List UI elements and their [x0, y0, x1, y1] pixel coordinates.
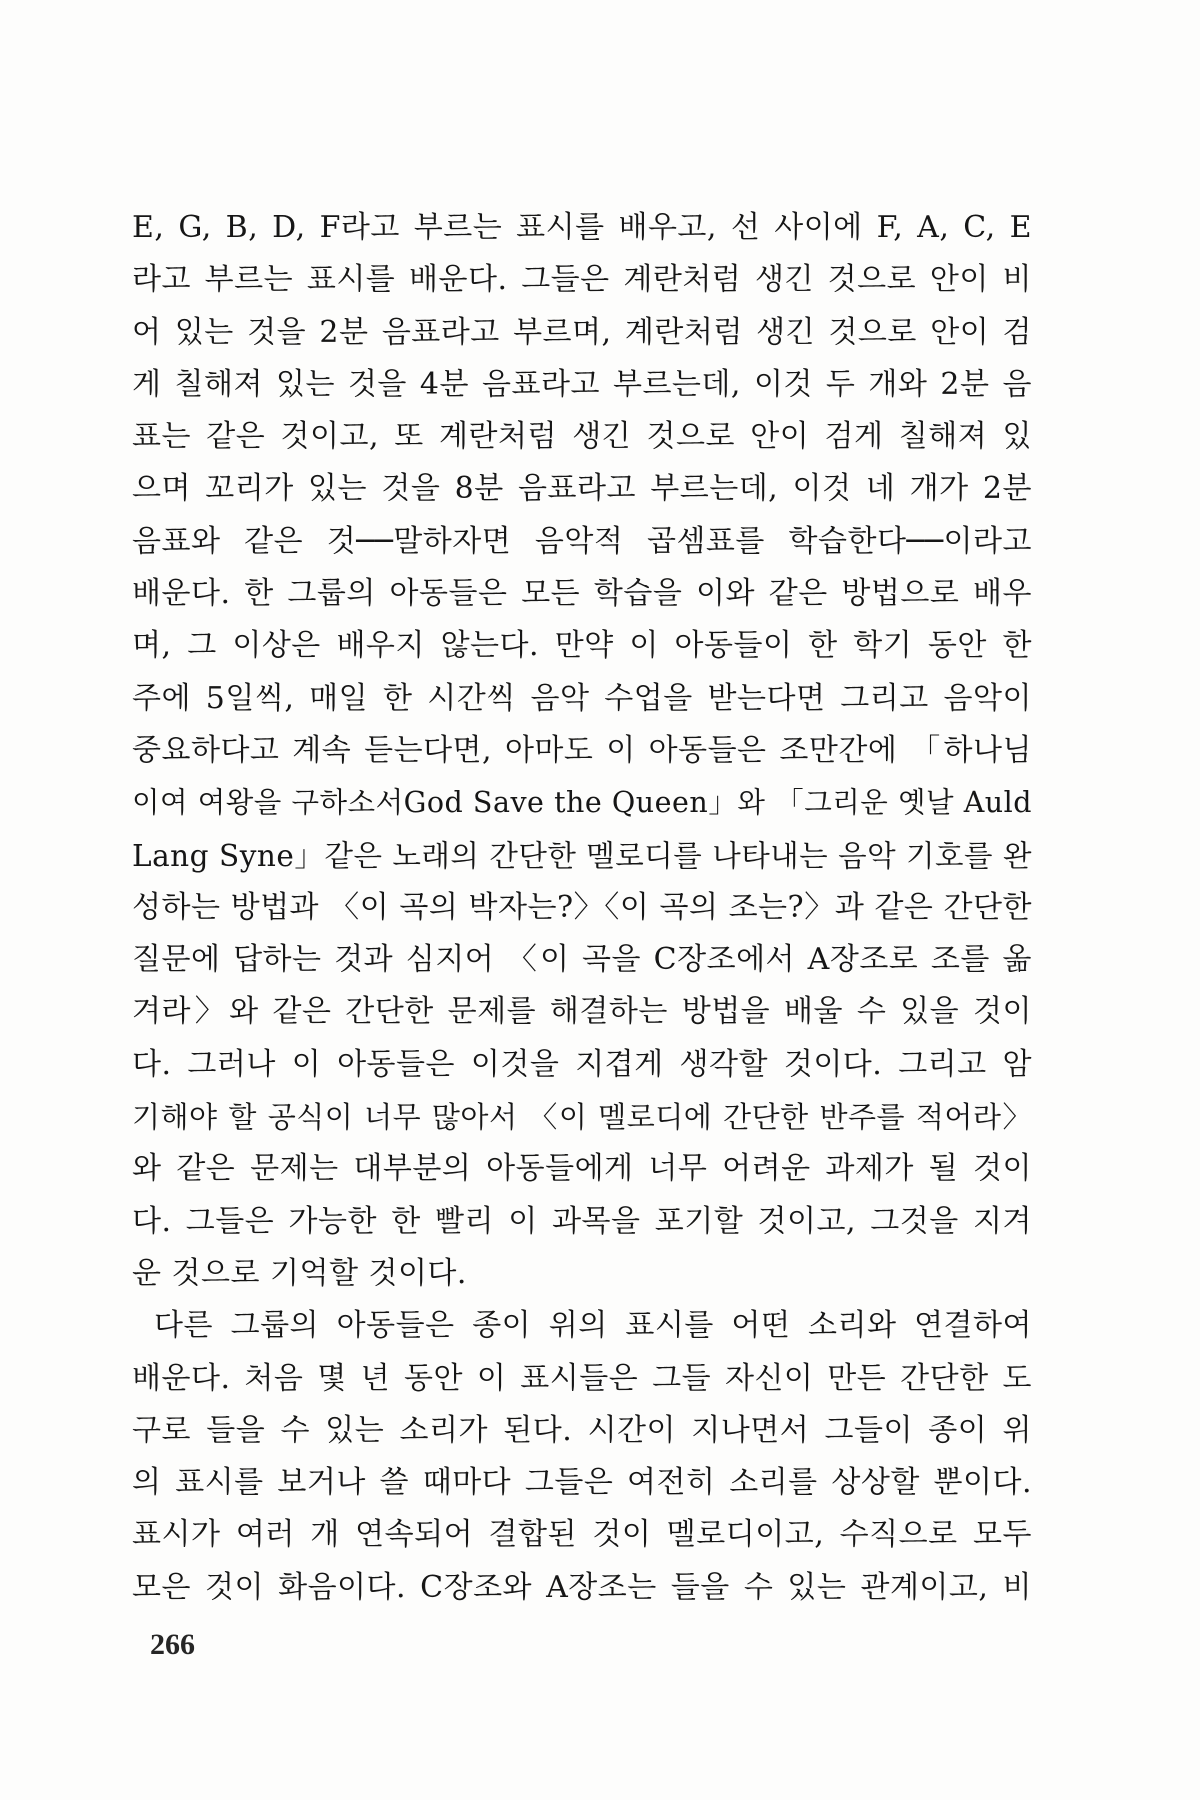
- text-line: 성하는 방법과 〈이 곡의 박자는?〉〈이 곡의 조는?〉과 같은 간단한: [132, 889, 1032, 925]
- page-number: 266: [150, 1628, 195, 1661]
- text-line: 으며 꼬리가 있는 것을 8분 음표라고 부르는데, 이것 네 개가 2분: [132, 471, 1032, 507]
- text-line: Lang Syne」같은 노래의 간단한 멜로디를 나타내는 음악 기호를 완: [132, 838, 1032, 873]
- text-line: 와 같은 문제는 대부분의 아동들에게 너무 어려운 과제가 될 것이: [132, 1151, 1032, 1187]
- paragraph-2: [132, 1300, 1032, 1614]
- text-line: 질문에 답하는 것과 심지어 〈이 곡을 C장조에서 A장조로 조를 옮: [132, 942, 1032, 978]
- text-line: 음표와 같은 것──말하자면 음악적 곱셈표를 학습한다──이라고: [132, 523, 1032, 559]
- text-line: 다. 그들은 가능한 한 빨리 이 과목을 포기할 것이고, 그것을 지겨: [132, 1203, 1032, 1239]
- text-line: 다. 그러나 이 아동들은 이것을 지겹게 생각할 것이다. 그리고 암: [132, 1046, 1032, 1082]
- text-line: 구로 들을 수 있는 소리가 된다. 시간이 지나면서 그들이 종이 위: [132, 1412, 1032, 1448]
- text-line: 주에 5일씩, 매일 한 시간씩 음악 수업을 받는다면 그리고 음악이: [132, 680, 1032, 716]
- text-line: 배운다. 한 그룹의 아동들은 모든 학습을 이와 같은 방법으로 배우: [132, 576, 1032, 612]
- text-line: 중요하다고 계속 듣는다면, 아마도 이 아동들은 조만간에 「하나님: [132, 732, 1032, 768]
- text-line: 겨라〉와 같은 간단한 문제를 해결하는 방법을 배울 수 있을 것이: [132, 994, 1032, 1030]
- text-line: 운 것으로 기억할 것이다.: [132, 1255, 467, 1291]
- text-line: E, G, B, D, F라고 부르는 표시를 배우고, 선 사이에 F, A, C, E: [132, 210, 1032, 245]
- body-text: [132, 202, 1032, 1614]
- text-line: 모은 것이 화음이다. C장조와 A장조는 들을 수 있는 관계이고, 비: [132, 1569, 1032, 1605]
- text-line: 기해야 할 공식이 너무 많아서 〈이 멜로디에 간단한 반주를 적어라〉: [132, 1100, 1032, 1135]
- text-line: 이여 여왕을 구하소서God Save the Queen」와 「그리운 옛날 Auld: [132, 786, 1032, 820]
- text-line: 표시가 여러 개 연속되어 결합된 것이 멜로디이고, 수직으로 모두: [132, 1517, 1032, 1553]
- text-line: 게 칠해져 있는 것을 4분 음표라고 부르는데, 이것 두 개와 2분 음: [132, 366, 1032, 402]
- text-line: 표는 같은 것이고, 또 계란처럼 생긴 것으로 안이 검게 칠해져 있: [132, 419, 1032, 455]
- text-line: 며, 그 이상은 배우지 않는다. 만약 이 아동들이 한 학기 동안 한: [132, 628, 1032, 664]
- text-line: 어 있는 것을 2분 음표라고 부르며, 계란처럼 생긴 것으로 안이 검: [132, 314, 1032, 350]
- paragraph-1: [132, 202, 1032, 1300]
- text-line: 라고 부르는 표시를 배운다. 그들은 계란처럼 생긴 것으로 안이 비: [132, 262, 1032, 298]
- text-line: 배운다. 처음 몇 년 동안 이 표시들은 그들 자신이 만든 간단한 도: [132, 1360, 1032, 1396]
- text-line: 의 표시를 보거나 쓸 때마다 그들은 여전히 소리를 상상할 뿐이다.: [132, 1465, 1032, 1501]
- text-line: 다른 그룹의 아동들은 종이 위의 표시를 어떤 소리와 연결하여: [154, 1308, 1032, 1344]
